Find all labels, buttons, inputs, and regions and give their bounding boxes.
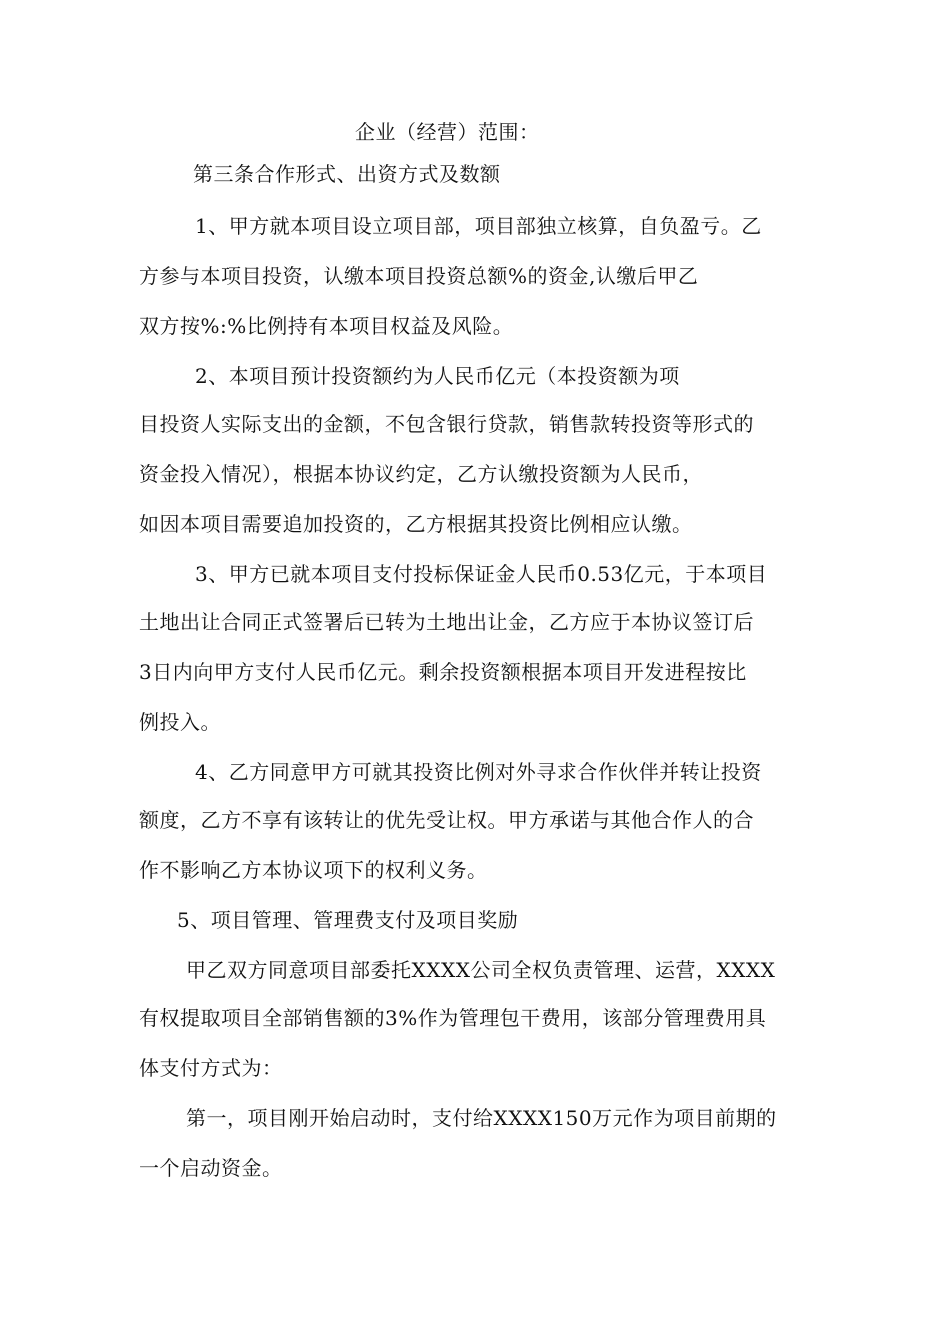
- clause-2-line-4: 如因本项目需要追加投资的，乙方根据其投资比例相应认缴。: [139, 512, 693, 536]
- clause-3-line-2: 土地出让合同正式签署后已转为土地出让金，乙方应于本协议签订后: [139, 610, 754, 634]
- clause-5-heading: 5、项目管理、管理费支付及项目奖励: [177, 908, 519, 932]
- clause-3-line-3: 3日内向甲方支付人民币亿元。剩余投资额根据本项目开发进程按比: [139, 660, 747, 684]
- clause-1-line-3: 双方按%:%比例持有本项目权益及风险。: [139, 314, 514, 338]
- clause-4-line-1: 4、乙方同意甲方可就其投资比例对外寻求合作伙伴并转让投资: [195, 760, 762, 784]
- clause-2-line-1: 2、本项目预计投资额约为人民币亿元（本投资额为项: [195, 364, 680, 388]
- payment-first-line-2: 一个启动资金。: [139, 1156, 283, 1180]
- article-three-heading: 第三条合作形式、出资方式及数额: [193, 162, 501, 186]
- clause-3-line-1: 3、甲方已就本项目支付投标保证金人民币0.53亿元，于本项目: [195, 562, 768, 586]
- management-paragraph-line-1: 甲乙双方同意项目部委托XXXX公司全权负责管理、运营，XXXX: [186, 958, 776, 982]
- section-heading-scope: 企业（经营）范围：: [355, 120, 540, 144]
- clause-4-line-3: 作不影响乙方本协议项下的权利义务。: [139, 858, 488, 882]
- management-paragraph-line-3: 体支付方式为：: [139, 1056, 283, 1080]
- clause-2-line-3: 资金投入情况），根据本协议约定，乙方认缴投资额为人民币，: [139, 462, 703, 486]
- clause-4-line-2: 额度，乙方不享有该转让的优先受让权。甲方承诺与其他合作人的合: [139, 808, 754, 832]
- clause-2-line-2: 目投资人实际支出的金额，不包含银行贷款，销售款转投资等形式的: [139, 412, 754, 436]
- clause-1-line-2: 方参与本项目投资，认缴本项目投资总额%的资金,认缴后甲乙: [139, 264, 699, 288]
- payment-first-line-1: 第一，项目刚开始启动时，支付给XXXX150万元作为项目前期的: [186, 1106, 777, 1130]
- clause-3-line-4: 例投入。: [139, 710, 221, 734]
- management-paragraph-line-2: 有权提取项目全部销售额的3%作为管理包干费用，该部分管理费用具: [139, 1006, 767, 1030]
- clause-1-line-1: 1、甲方就本项目设立项目部，项目部独立核算，自负盈亏。乙: [195, 214, 762, 238]
